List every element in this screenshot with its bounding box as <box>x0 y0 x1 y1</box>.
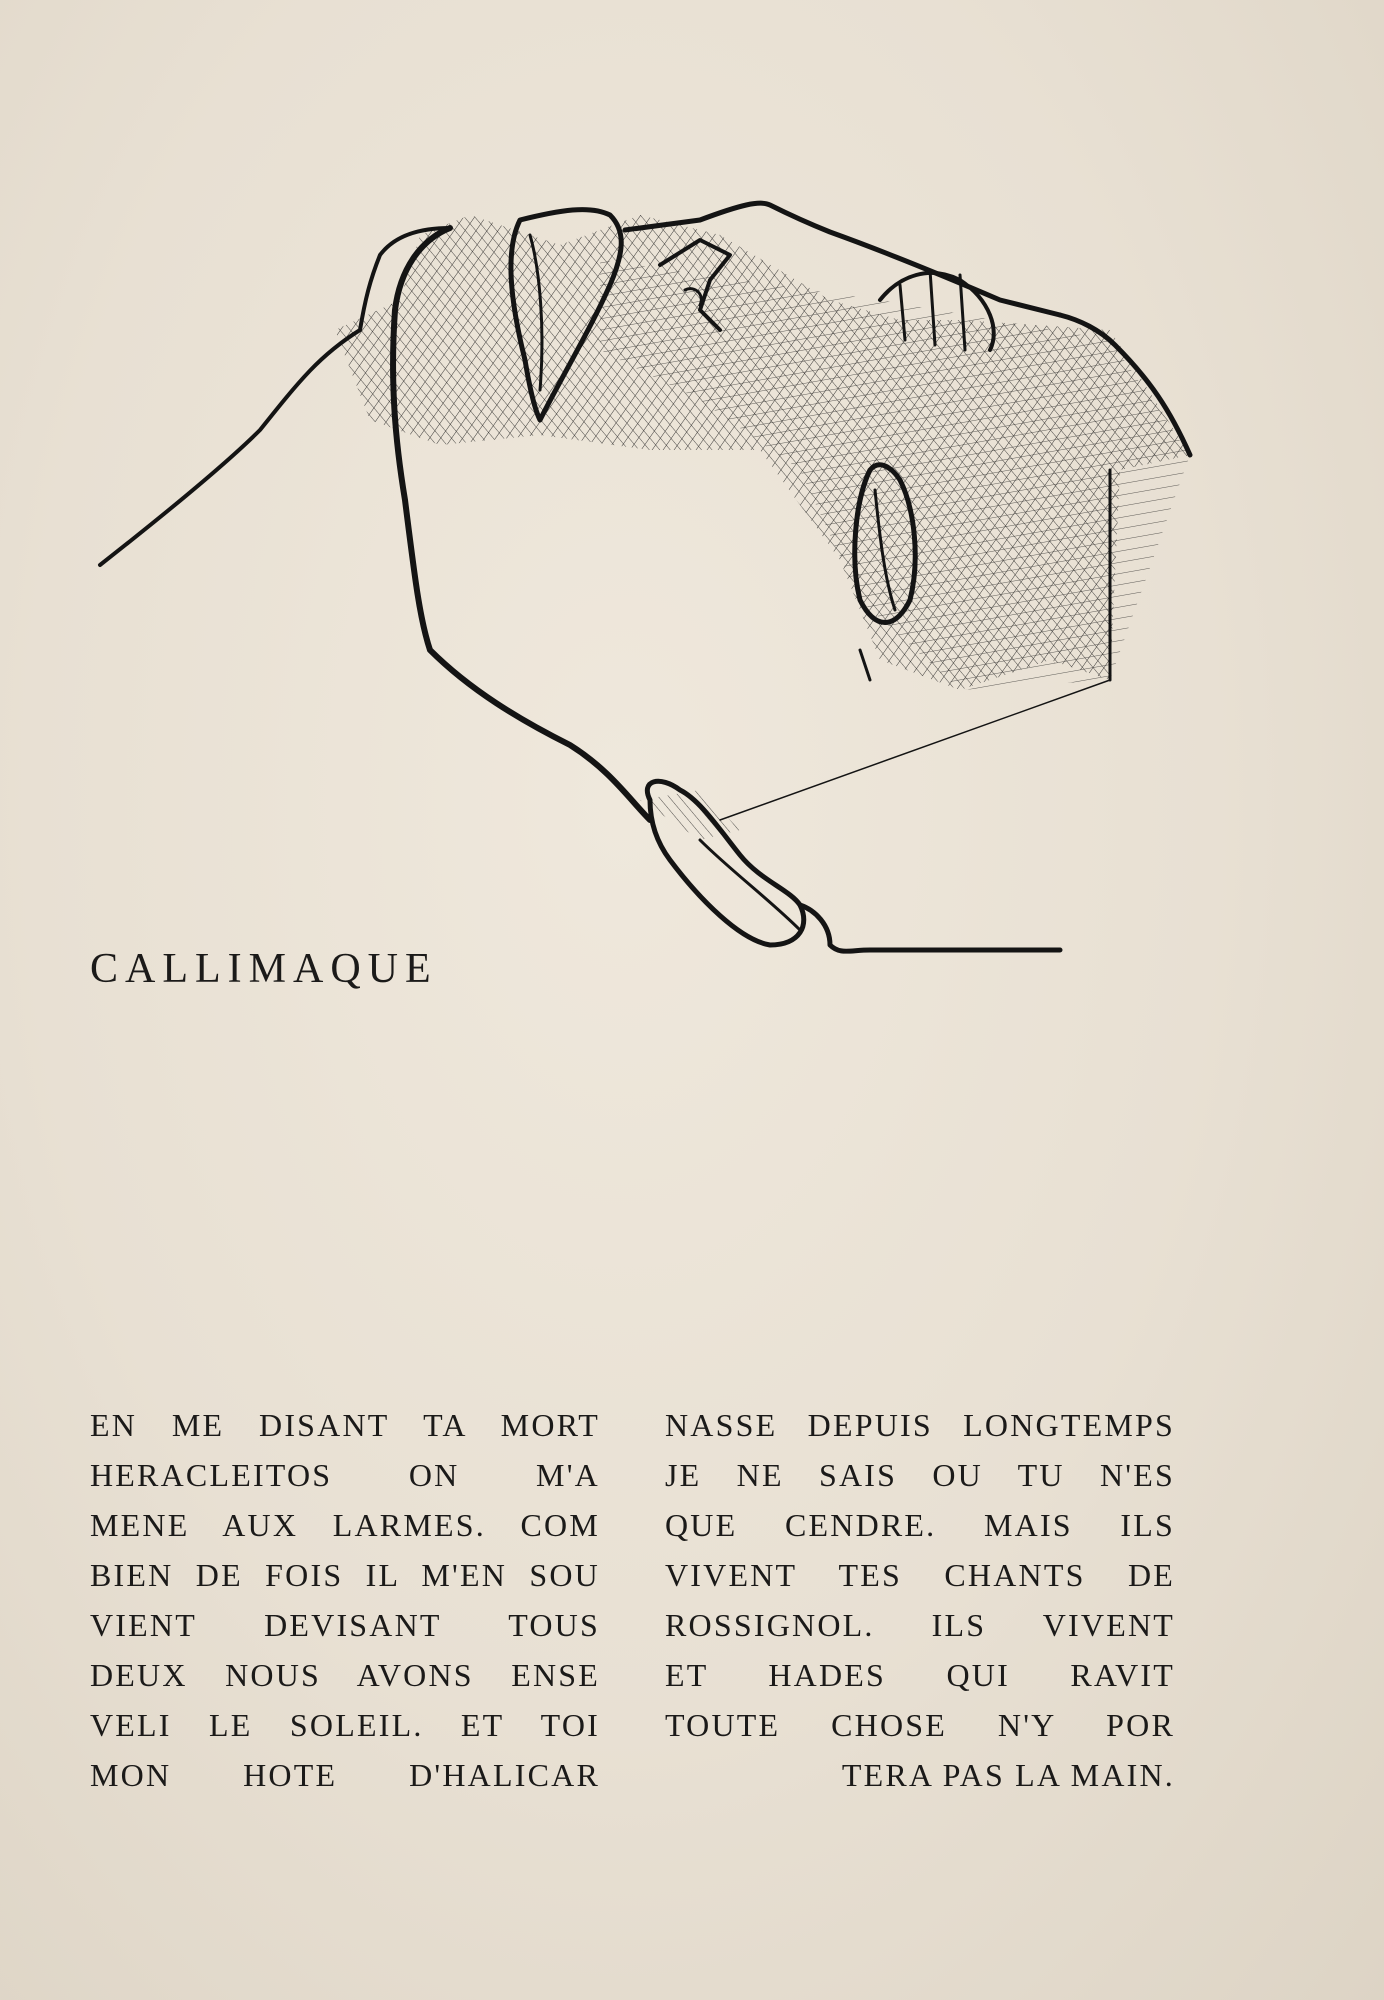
poem-line: ROSSIGNOL. ILS VIVENT <box>665 1607 1175 1643</box>
poem-line: VIVENT TES CHANTS DE <box>665 1557 1175 1593</box>
poem-line: BIEN DE FOIS IL M'EN SOU <box>90 1557 600 1593</box>
poem-line: VIENT DEVISANT TOUS <box>90 1607 600 1643</box>
poem-line: DEUX NOUS AVONS ENSE <box>90 1657 600 1693</box>
poem-left-column <box>90 1400 600 1800</box>
poem-line: VELI LE SOLEIL. ET TOI <box>90 1707 600 1743</box>
poem-line: TERA PAS LA MAIN. <box>841 1757 1175 1793</box>
page-title: CALLIMAQUE <box>90 946 438 992</box>
poem-line: TOUTE CHOSE N'Y POR <box>665 1707 1175 1743</box>
poem-line: NASSE DEPUIS LONGTEMPS <box>665 1407 1175 1443</box>
poem-line: MON HOTE D'HALICAR <box>90 1757 600 1793</box>
poem-line: JE NE SAIS OU TU N'ES <box>665 1457 1175 1493</box>
poem-right-column <box>665 1400 1175 1800</box>
poem-line: EN ME DISANT TA MORT <box>90 1407 600 1443</box>
poem-line: QUE CENDRE. MAIS ILS <box>665 1507 1175 1543</box>
poem-line: ET HADES QUI RAVIT <box>665 1657 1175 1693</box>
poem-line: MENE AUX LARMES. COM <box>90 1507 600 1543</box>
poem-line: HERACLEITOS ON M'A <box>90 1457 600 1493</box>
